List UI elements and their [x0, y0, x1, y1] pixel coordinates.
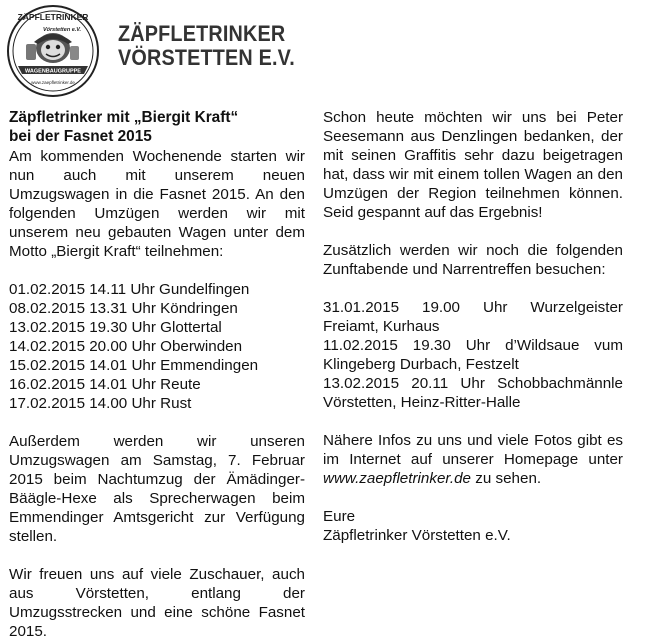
logo-url-text: www.zaepfletrinker.de — [31, 80, 75, 85]
intro-paragraph: Am kommenden Wochenende starten wir nun auch mit unserem neuen Umzugswagen in die Fasnet 2015. An den folgenden Umzügen werden wir mit unserem neu gebauten Wagen unter dem Motto „Biergit Kraft“ teilnehmen: — [9, 148, 305, 260]
homepage-text: Nähere Infos zu uns und viele Fotos gibt es im Internet auf unserer Homepage unter — [323, 432, 623, 468]
organisation-name-line-2: VÖRSTETTEN E.V. — [118, 45, 295, 70]
schedule-item: 13.02.2015 19.30 Uhr Glottertal — [9, 319, 222, 336]
left-column — [9, 108, 305, 641]
schedule-item: 01.02.2015 14.11 Uhr Gundelfingen — [9, 281, 250, 298]
organisation-name-line-1: ZÄPFLETRINKER — [118, 21, 286, 46]
spectators-paragraph: Wir freuen uns auf viele Zuschauer, auch aus Vörstetten, entlang der Umzugsstrecken und eine schöne Fasnet 2015. — [9, 566, 305, 640]
homepage-suffix: zu sehen. — [475, 470, 542, 487]
events-intro-paragraph: Zusätzlich werden wir noch die folgenden Zunftabende und Narrentreffen besuchen: — [323, 242, 623, 278]
parade-schedule — [9, 280, 305, 413]
events-list — [323, 298, 623, 412]
homepage-link[interactable]: www.zaepfletrinker.de — [323, 470, 472, 487]
schedule-item: 08.02.2015 13.31 Uhr Köndringen — [9, 300, 238, 317]
schedule-item: 14.02.2015 20.00 Uhr Oberwinden — [9, 338, 243, 355]
thanks-paragraph: Schon heute möchten wir uns bei Peter Seesemann aus Denzlingen bedanken, der mit seinen Graffitis sehr dazu beigetragen hat, dass wir mit einem tollen Wagen an den Umzügen der Region teilnehmen können. Seid gespannt auf das Ergebnis! — [323, 109, 623, 221]
closing-text: Eure — [323, 508, 356, 525]
logo-ribbon-text: WAGENBAUGRUPPE — [25, 68, 81, 75]
night-parade-paragraph: Außerdem werden wir unseren Umzugswagen am Samstag, 7. Februar 2015 beim Nachtumzug der Ämädinger-Bäägle-Hexe als Sprecherwagen beim Emmendinger Amtsgericht zur Verfügung stellen. — [9, 433, 305, 545]
club-logo — [6, 4, 100, 98]
signature-text: Zäpfletrinker Vörstetten e.V. — [323, 527, 511, 544]
homepage-paragraph — [323, 431, 623, 488]
logo-sub-text: Vörstetten e.V. — [42, 27, 82, 33]
organisation-name — [118, 22, 295, 70]
headline-line-2: bei der Fasnet 2015 — [9, 128, 152, 145]
event-item: 11.02.2015 19.30 Uhr d’Wildsaue vum Klingeberg Durbach, Festzelt — [323, 337, 623, 373]
schedule-item: 16.02.2015 14.01 Uhr Reute — [9, 376, 201, 393]
right-column — [323, 108, 623, 545]
schedule-item: 15.02.2015 14.01 Uhr Emmendingen — [9, 357, 259, 374]
schedule-item: 17.02.2015 14.00 Uhr Rust — [9, 395, 192, 412]
logo-top-text: ZÄPFLETRINKER — [17, 12, 89, 22]
event-item: 13.02.2015 20.11 Uhr Schobbachmännle Vörstetten, Heinz-Ritter-Halle — [323, 375, 623, 411]
article-headline — [9, 108, 305, 146]
headline-line-1: Zäpfletrinker mit „Biergit Kraft“ — [9, 109, 239, 126]
event-item: 31.01.2015 19.00 Uhr Wurzelgeister Freiamt, Kurhaus — [323, 299, 623, 335]
